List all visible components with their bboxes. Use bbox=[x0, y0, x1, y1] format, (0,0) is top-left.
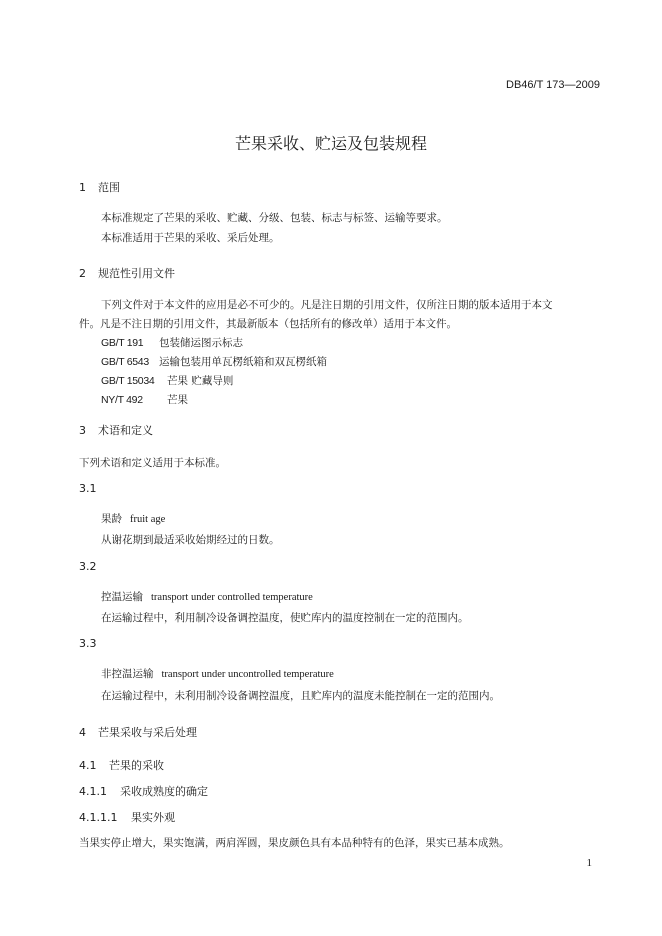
paragraph: 当果实停止增大，果实饱满，两肩浑圆，果皮颜色具有本品种特有的色泽，果实已基本成熟。 bbox=[79, 837, 510, 849]
page-number: 1 bbox=[586, 857, 592, 869]
section-heading-4 bbox=[79, 724, 197, 740]
subsection-heading-4-1-1 bbox=[79, 783, 208, 799]
section-number: 2 bbox=[79, 267, 86, 280]
reference-code: NY/T 492 bbox=[101, 394, 143, 406]
reference-item bbox=[101, 354, 327, 369]
term-english: transport under controlled temperature bbox=[151, 592, 313, 603]
section-heading-1 bbox=[79, 179, 120, 195]
paragraph-line: 下列文件对于本文件的应用是必不可少的。凡是注日期的引用文件，仅所注日期的版本适用于本文 bbox=[101, 299, 553, 311]
subsection-number: 4.1 bbox=[79, 759, 97, 772]
section-heading-3 bbox=[79, 422, 153, 438]
subsection-title: 果实外观 bbox=[131, 811, 175, 824]
reference-code: GB/T 191 bbox=[101, 337, 144, 349]
term-english: fruit age bbox=[130, 514, 166, 525]
paragraph-line: 件。凡是不注日期的引用文件，其最新版本（包括所有的修改单）适用于本文件。 bbox=[79, 318, 457, 330]
reference-item bbox=[101, 373, 233, 388]
term-definition: 从谢花期到最适采收始期经过的日数。 bbox=[101, 534, 280, 546]
subsection-title: 芒果的采收 bbox=[109, 759, 164, 772]
section-number: 1 bbox=[79, 181, 86, 194]
reference-code: GB/T 6543 bbox=[101, 356, 149, 368]
subsection-heading-4-1 bbox=[79, 757, 164, 773]
term-heading bbox=[101, 507, 165, 526]
subsection-heading-4-1-1-1 bbox=[79, 809, 175, 825]
section-number: 3 bbox=[79, 424, 86, 437]
reference-title: 芒果 贮藏导则 bbox=[167, 375, 234, 387]
document-title: 芒果采收、贮运及包装规程 bbox=[234, 134, 427, 153]
reference-code: GB/T 15034 bbox=[101, 375, 155, 387]
reference-title: 芒果 bbox=[167, 394, 188, 406]
term-number: 3.1 bbox=[79, 482, 97, 495]
section-title: 芒果采收与采后处理 bbox=[98, 726, 197, 739]
reference-item bbox=[101, 335, 243, 350]
subsection-title: 采收成熟度的确定 bbox=[120, 785, 208, 798]
term-chinese: 控温运输 bbox=[101, 591, 143, 603]
term-heading bbox=[101, 662, 334, 681]
term-number: 3.2 bbox=[79, 560, 97, 573]
paragraph: 下列术语和定义适用于本标准。 bbox=[79, 457, 226, 469]
paragraph: 本标准适用于芒果的采收、采后处理。 bbox=[101, 232, 280, 244]
standard-code: DB46/T 173—2009 bbox=[506, 79, 600, 91]
section-title: 术语和定义 bbox=[98, 424, 153, 437]
paragraph: 本标准规定了芒果的采收、贮藏、分级、包装、标志与标签、运输等要求。 bbox=[101, 212, 448, 224]
section-heading-2 bbox=[79, 265, 175, 281]
section-number: 4 bbox=[79, 726, 86, 739]
term-heading bbox=[101, 585, 313, 604]
term-chinese: 非控温运输 bbox=[101, 668, 154, 680]
term-chinese: 果龄 bbox=[101, 513, 122, 525]
term-definition: 在运输过程中，利用制冷设备调控温度，使贮库内的温度控制在一定的范围内。 bbox=[101, 612, 469, 624]
section-title: 范围 bbox=[98, 181, 120, 194]
subsection-number: 4.1.1 bbox=[79, 785, 107, 798]
subsection-number: 4.1.1.1 bbox=[79, 811, 118, 824]
term-definition: 在运输过程中，未利用制冷设备调控温度，且贮库内的温度未能控制在一定的范围内。 bbox=[101, 690, 500, 702]
reference-title: 运输包装用单瓦楞纸箱和双瓦楞纸箱 bbox=[159, 356, 327, 368]
reference-title: 包装储运图示标志 bbox=[159, 337, 243, 349]
reference-item bbox=[101, 392, 188, 407]
section-title: 规范性引用文件 bbox=[98, 267, 175, 280]
term-number: 3.3 bbox=[79, 637, 97, 650]
term-english: transport under uncontrolled temperature bbox=[161, 669, 334, 680]
